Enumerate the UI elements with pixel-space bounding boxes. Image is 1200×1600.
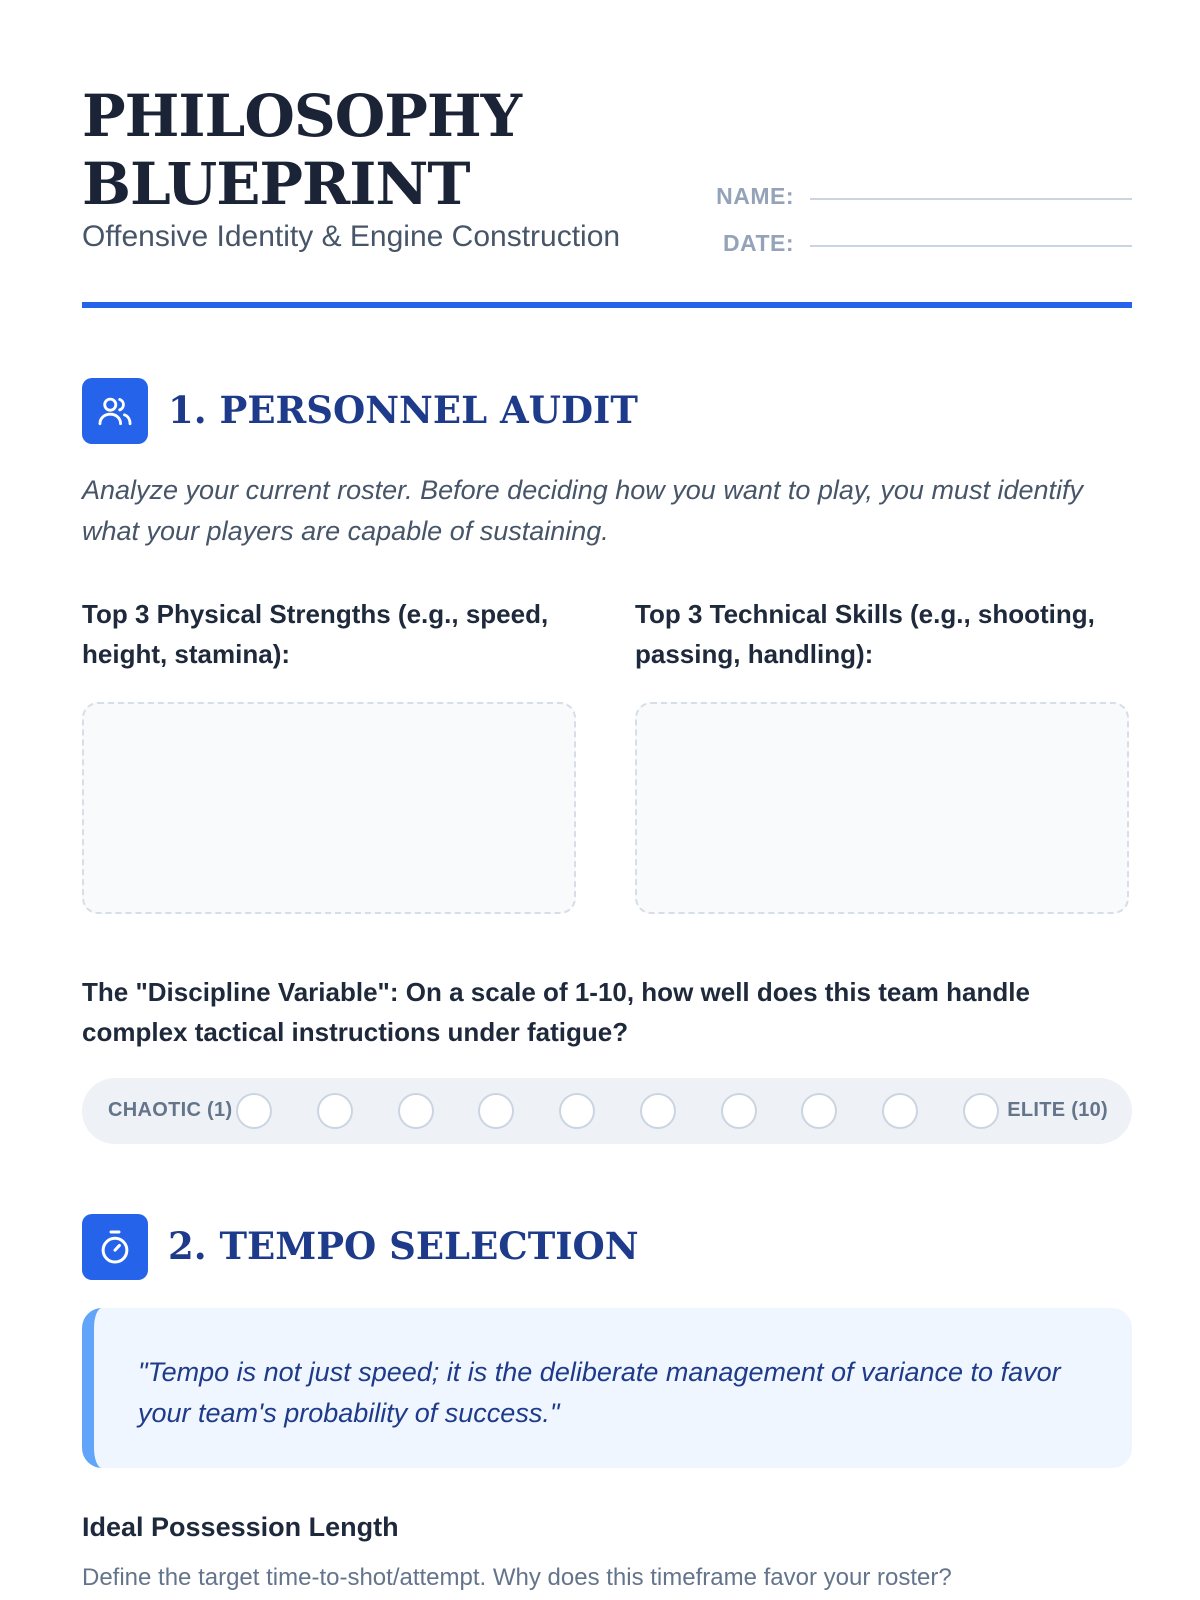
section-1-intro: Analyze your current roster. Before deciding how you want to play, you must identify what your players are capable of sustaining. <box>82 475 1084 546</box>
page-subtitle: Offensive Identity & Engine Construction <box>82 220 621 253</box>
technical-skills-input[interactable] <box>635 702 1129 914</box>
technical-skills-label: Top 3 Technical Skills (e.g., shooting, passing, handling): <box>635 599 1095 669</box>
date-field[interactable] <box>700 230 1132 260</box>
scale-option-1[interactable] <box>236 1093 272 1129</box>
name-label: NAME: <box>716 183 794 209</box>
physical-strengths-input[interactable] <box>82 702 576 914</box>
section-1-title: 1. PERSONNEL AUDIT <box>168 388 638 432</box>
users-icon <box>82 378 148 444</box>
discipline-scale <box>82 1078 1132 1144</box>
scale-option-5[interactable] <box>559 1093 595 1129</box>
scale-option-4[interactable] <box>478 1093 514 1129</box>
scale-option-8[interactable] <box>801 1093 837 1129</box>
header-divider <box>82 302 1132 308</box>
date-label: DATE: <box>722 230 794 256</box>
title-line-2: BLUEPRINT <box>82 150 470 218</box>
possession-length-description: Define the target time-to-shot/attempt. Why does this timeframe favor your roster? <box>82 1564 952 1591</box>
scale-option-2[interactable] <box>317 1093 353 1129</box>
page-title <box>82 82 521 218</box>
quote-text: "Tempo is not just speed; it is the deliberate management of variance to favor your team's probability of success." <box>138 1357 1061 1428</box>
scale-option-7[interactable] <box>721 1093 757 1129</box>
scale-option-6[interactable] <box>640 1093 676 1129</box>
possession-length-heading: Ideal Possession Length <box>82 1512 399 1542</box>
scale-option-3[interactable] <box>398 1093 434 1129</box>
discipline-question: The "Discipline Variable": On a scale of 1-10, how well does this team handle complex tactical instructions under fatigue? <box>82 977 1030 1047</box>
date-line[interactable] <box>810 245 1132 247</box>
scale-option-10[interactable] <box>963 1093 999 1129</box>
name-line[interactable] <box>810 198 1132 200</box>
scale-max-label: ELITE (10) <box>1007 1099 1108 1121</box>
section-2-title: 2. TEMPO SELECTION <box>168 1224 639 1268</box>
scale-option-9[interactable] <box>882 1093 918 1129</box>
name-field[interactable] <box>700 183 1132 213</box>
title-line-1: PHILOSOPHY <box>82 82 522 150</box>
stopwatch-icon <box>82 1214 148 1280</box>
physical-strengths-label: Top 3 Physical Strengths (e.g., speed, height, stamina): <box>82 599 549 669</box>
scale-min-label: CHAOTIC (1) <box>108 1099 233 1121</box>
tempo-quote <box>82 1308 1132 1468</box>
